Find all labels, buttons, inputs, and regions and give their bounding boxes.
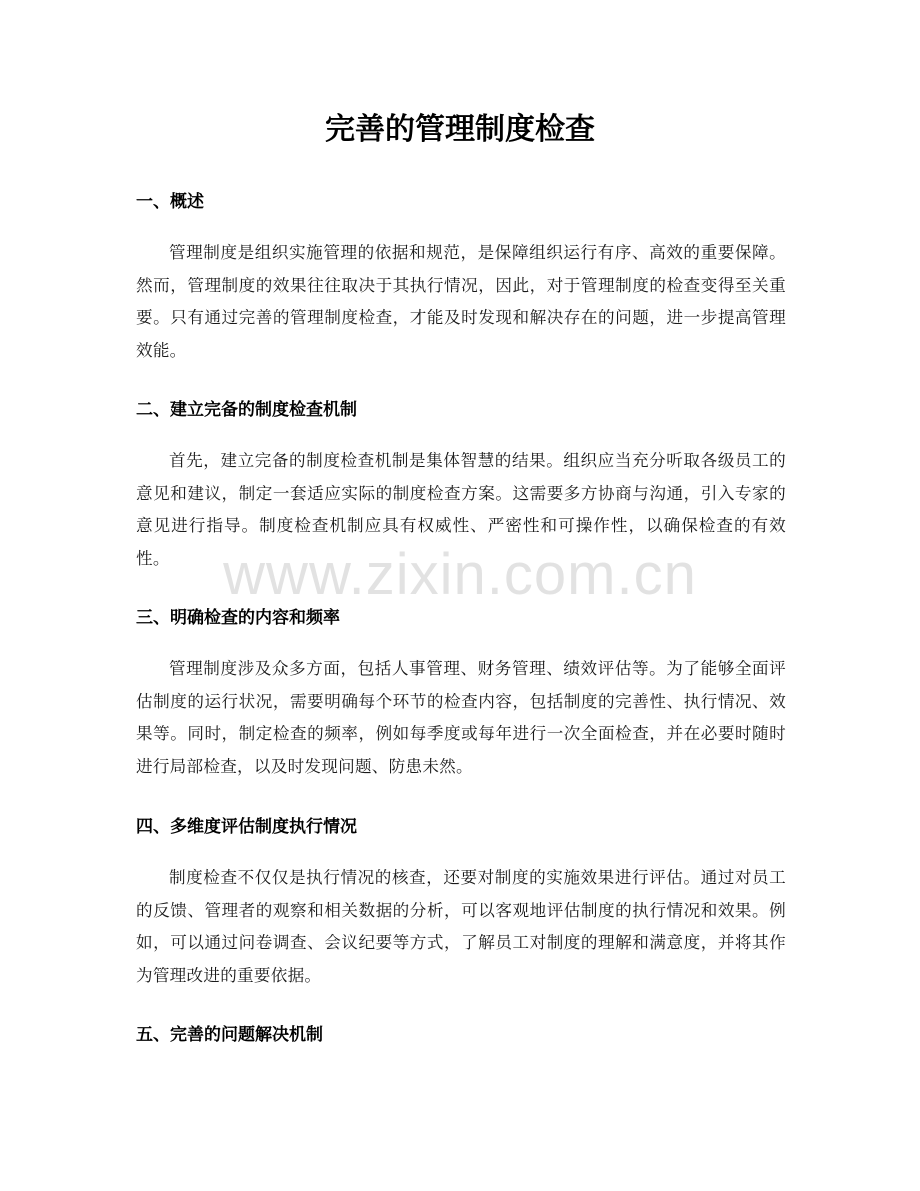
section-paragraph: 管理制度涉及众多方面，包括人事管理、财务管理、绩效评估等。为了能够全面评估制度的运行状况，需要明确每个环节的检查内容，包括制度的完善性、执行情况、效果等。同时，制定检查的频率，例如每季度或每年进行一次全面检查，并在必要时随时进行局部检查，以及时发现问题、防患未然。 <box>136 659 786 776</box>
section-overview <box>136 190 786 367</box>
watermark: www.zixin.com.cn <box>223 542 697 607</box>
section-paragraph: 首先，建立完备的制度检查机制是集体智慧的结果。组织应当充分听取各级员工的意见和建议，制定一套适应实际的制度检查方案。这需要多方协商与沟通，引入专家的意见进行指导。制度检查机制应具有权威性、严密性和可操作性，以确保检查的有效性。 <box>136 451 786 568</box>
section-problem-solving <box>136 1023 786 1047</box>
section-mechanism <box>136 398 786 575</box>
section-heading: 三、明确检查的内容和频率 <box>136 608 340 628</box>
section-content-frequency <box>136 606 786 783</box>
section-evaluation <box>136 815 786 992</box>
section-heading: 一、概述 <box>136 192 204 212</box>
section-heading: 五、完善的问题解决机制 <box>136 1025 323 1045</box>
section-paragraph: 管理制度是组织实施管理的依据和规范，是保障组织运行有序、高效的重要保障。然而，管理制度的效果往往取决于其执行情况，因此，对于管理制度的检查变得至关重要。只有通过完善的管理制度检查，才能及时发现和解决存在的问题，进一步提高管理效能。 <box>136 243 786 360</box>
section-paragraph: 制度检查不仅仅是执行情况的核查，还要对制度的实施效果进行评估。通过对员工的反馈、管理者的观察和相关数据的分析，可以客观地评估制度的执行情况和效果。例如，可以通过问卷调查、会议纪要等方式，了解员工对制度的理解和满意度，并将其作为管理改进的重要依据。 <box>136 868 786 985</box>
section-heading: 四、多维度评估制度执行情况 <box>136 817 357 837</box>
document-title: 完善的管理制度检查 <box>325 112 595 147</box>
section-heading: 二、建立完备的制度检查机制 <box>136 400 357 420</box>
